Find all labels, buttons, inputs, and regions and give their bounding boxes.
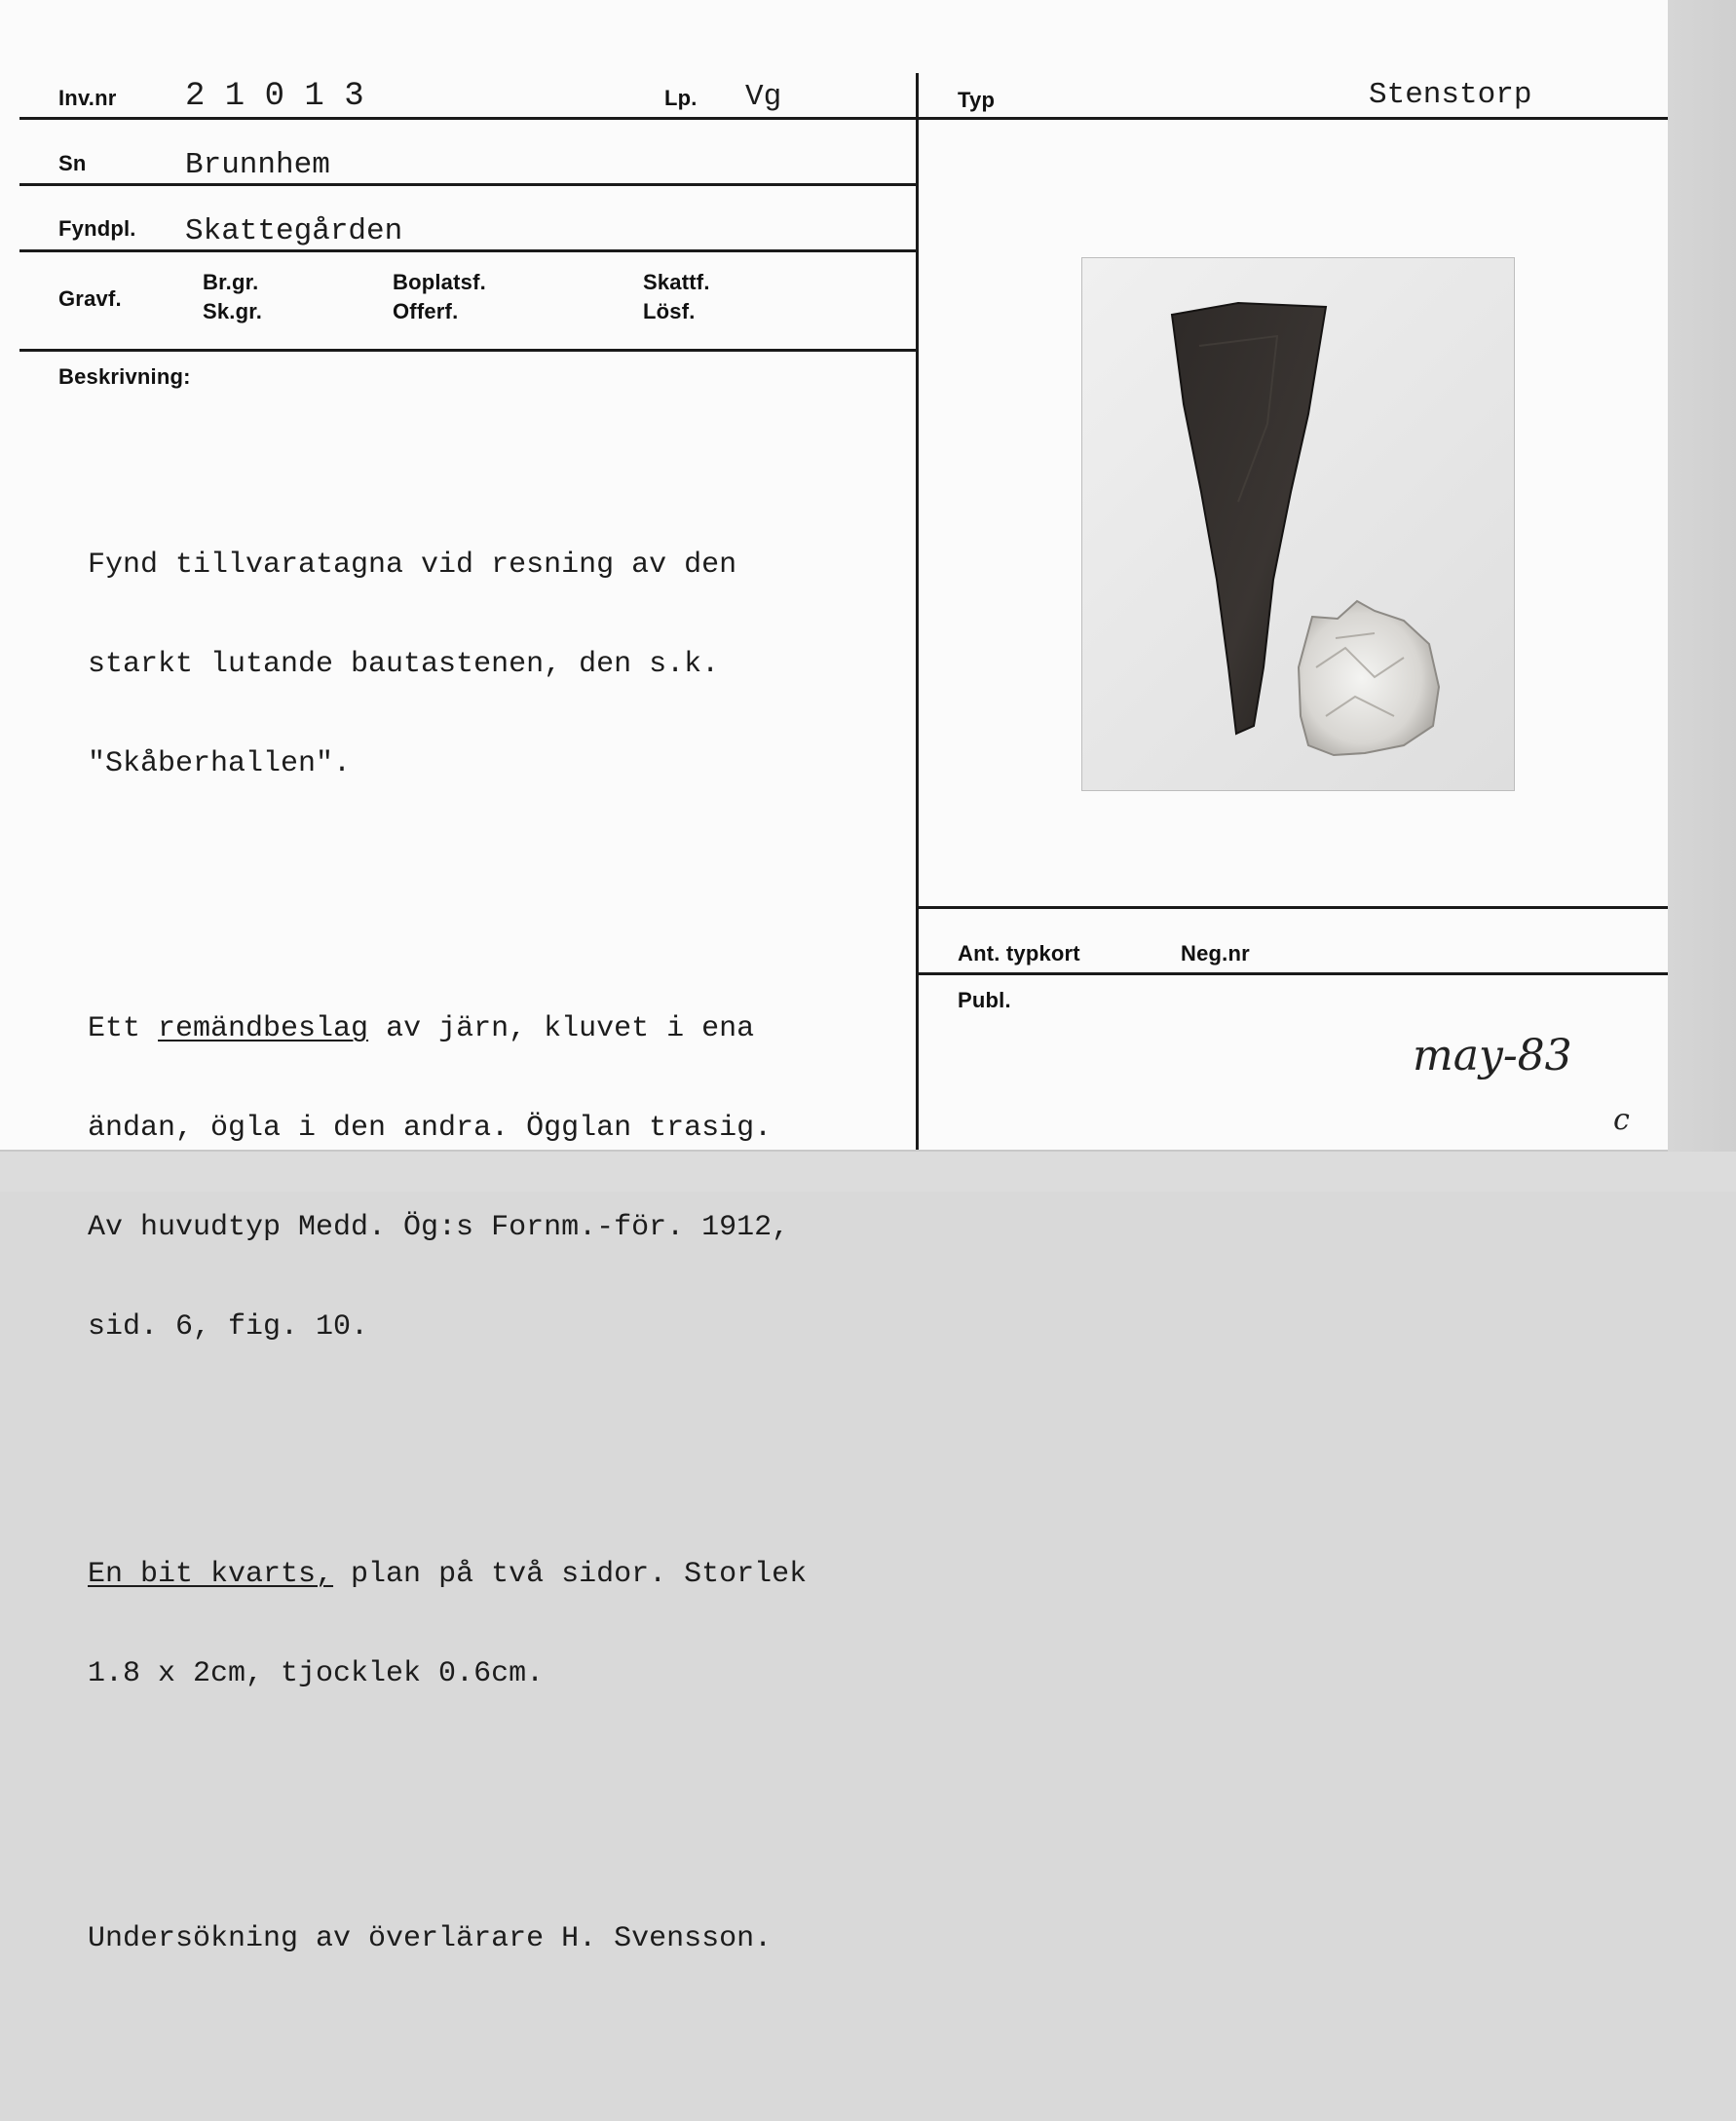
rule-inv: [19, 117, 916, 120]
typ-value: Stenstorp: [1369, 78, 1532, 112]
inv-label: Inv.nr: [58, 86, 117, 110]
description-line: Ett remändbeslag av järn, kluvet i ena: [88, 1012, 755, 1045]
rule-ant: [919, 906, 1668, 909]
ant-typkort-label: Ant. typkort: [958, 941, 1080, 966]
center-divider: [916, 73, 919, 1150]
description-line: Undersökning av överlärare H. Svensson.: [88, 1922, 773, 1955]
quartz-fragment: [1299, 601, 1439, 755]
typ-label: Typ: [958, 88, 996, 112]
inv-value: 2 1 0 1 3: [185, 78, 364, 115]
scan-edge-right: [1668, 0, 1736, 1192]
underlined-term: En bit kvarts,: [88, 1558, 334, 1591]
underlined-term: remändbeslag: [158, 1012, 369, 1045]
rule-typ: [919, 117, 1668, 120]
gravf-option-boplatsf: Boplatsf.: [393, 270, 486, 294]
neg-nr-label: Neg.nr: [1181, 941, 1250, 966]
rule-fyndpl: [19, 249, 916, 252]
lp-value: Vg: [745, 80, 782, 114]
handwritten-mark: c: [1613, 1103, 1630, 1137]
description-line: sid. 6, fig. 10.: [88, 1310, 369, 1344]
gravf-label: Gravf.: [58, 286, 122, 311]
description-line: En bit kvarts, plan på två sidor. Storlek: [88, 1558, 808, 1591]
gravf-option-losf: Lösf.: [643, 299, 696, 323]
description-paragraph: [88, 482, 807, 847]
description-text: [88, 416, 807, 2121]
scan-edge-bottom: [0, 1152, 1736, 1192]
gravf-option-offerf: Offerf.: [393, 299, 459, 323]
description-line: Fynd tillvaratagna vid resning av den: [88, 549, 737, 582]
artifact-photo: [1081, 257, 1515, 791]
description-line: 1.8 x 2cm, tjocklek 0.6cm.: [88, 1657, 545, 1690]
sn-label: Sn: [58, 151, 87, 175]
lp-label: Lp.: [664, 86, 698, 110]
rule-sn: [19, 183, 916, 186]
sn-value: Brunnhem: [185, 148, 330, 182]
description-line: ändan, ögla i den andra. Ögglan trasig.: [88, 1112, 773, 1145]
description-line: "Skåberhallen".: [88, 747, 352, 780]
description-paragraph: [88, 1492, 807, 1757]
publ-label: Publ.: [958, 988, 1011, 1012]
gravf-option-skattf: Skattf.: [643, 270, 710, 294]
description-paragraph: [88, 1856, 807, 2022]
fyndpl-label: Fyndpl.: [58, 216, 136, 241]
rule-gravf: [19, 349, 916, 352]
beskrivning-label: Beskrivning:: [58, 364, 191, 389]
handwritten-date: may-83: [1413, 1031, 1572, 1080]
artifact-photo-graphic: [1082, 258, 1514, 790]
gravf-option-brgr: Br.gr.: [203, 270, 259, 294]
description-line: Av huvudtyp Medd. Ög:s Fornm.-för. 1912,: [88, 1211, 790, 1244]
fyndpl-value: Skattegården: [185, 214, 403, 248]
description-line: starkt lutande bautastenen, den s.k.: [88, 648, 720, 681]
gravf-option-skgr: Sk.gr.: [203, 299, 263, 323]
rule-publ: [919, 972, 1668, 975]
